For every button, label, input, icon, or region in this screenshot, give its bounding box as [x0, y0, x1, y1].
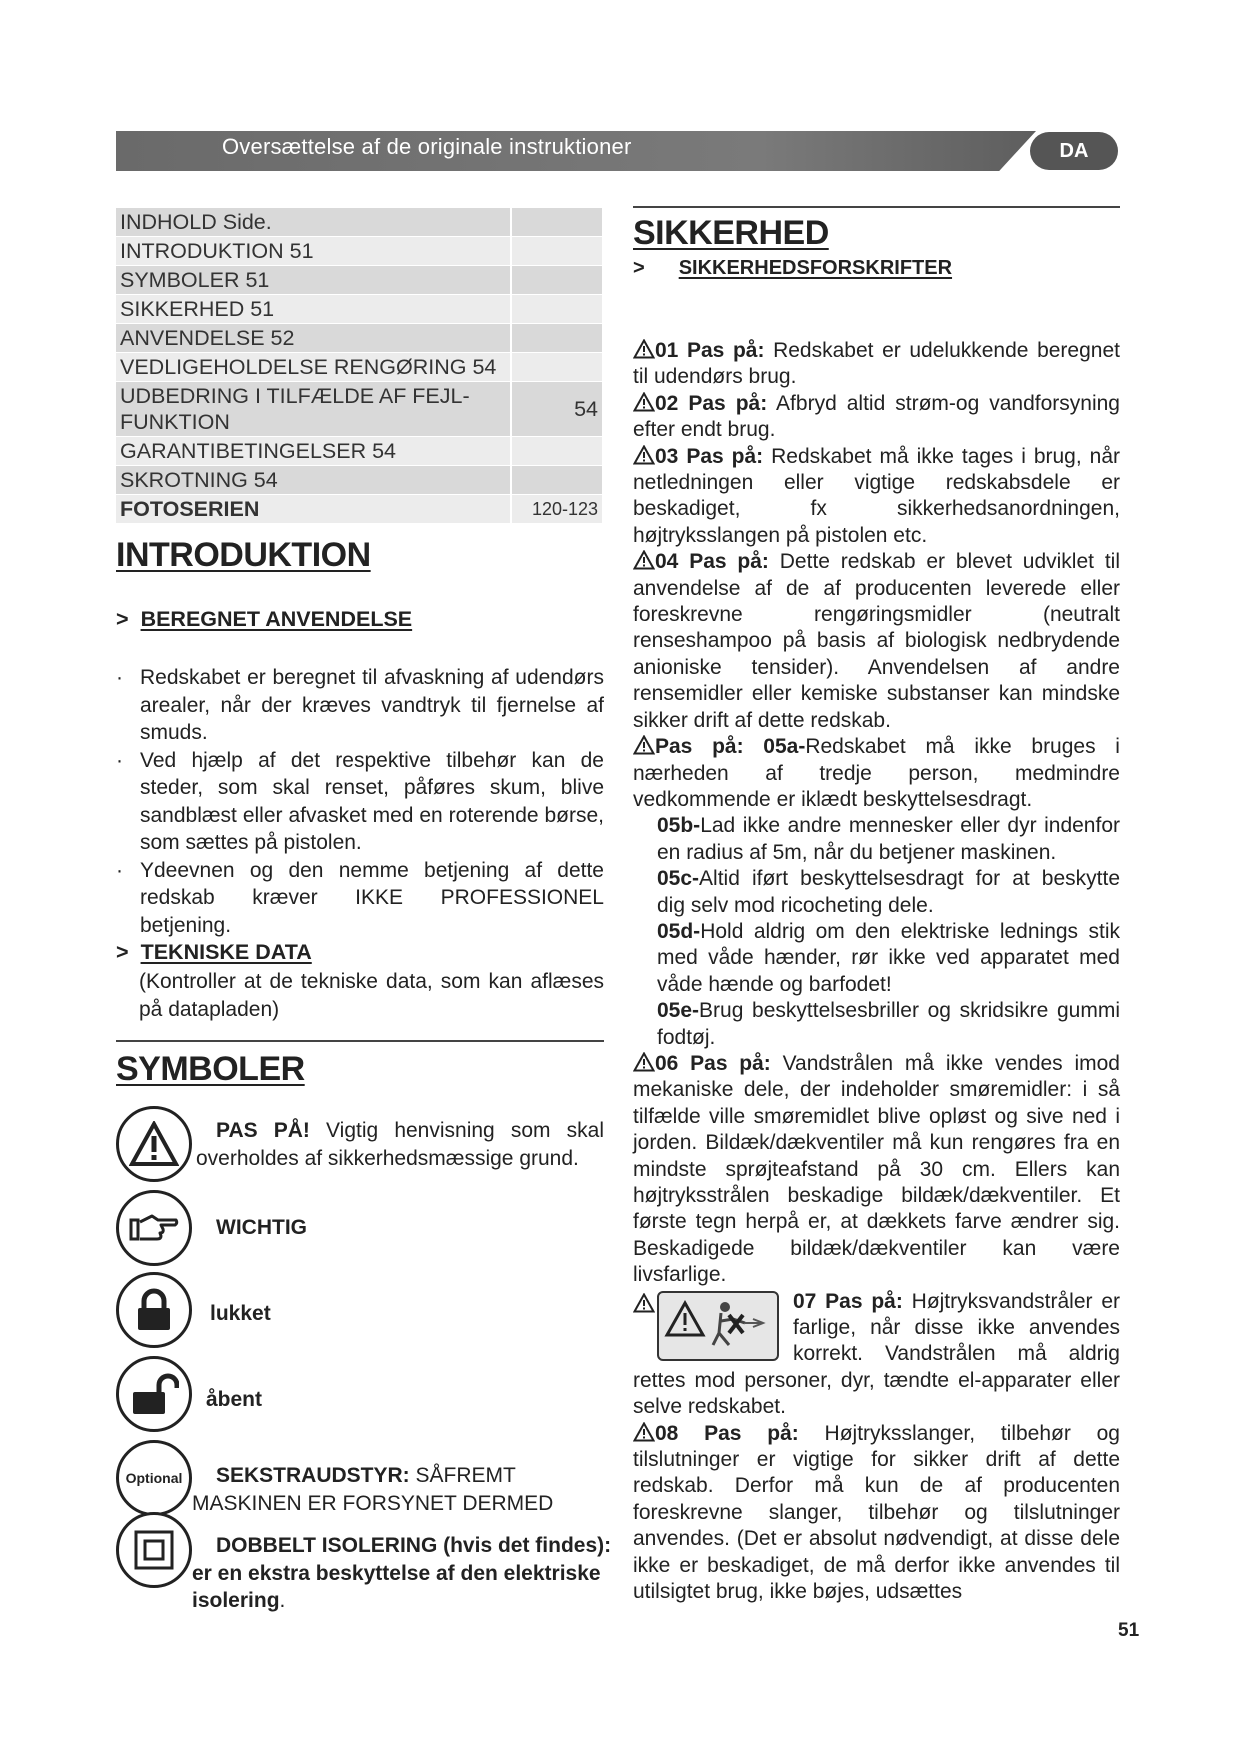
- section-divider: [116, 1040, 604, 1042]
- toc-page: 120-123: [512, 495, 602, 523]
- spray-hazard-pictogram: [657, 1291, 779, 1361]
- toc-row: [116, 466, 602, 495]
- item-number: 04 Pas på:: [655, 550, 769, 574]
- symbols-title: SYMBOLER: [116, 1050, 305, 1088]
- lock-open-icon: [116, 1356, 192, 1432]
- toc-label: GARANTIBETINGELSER 54: [116, 437, 512, 465]
- symbol-description: SÅFREMT MASKINEN ER FORSYNET DERMED: [192, 1464, 554, 1515]
- safety-subitem: [633, 998, 1120, 1051]
- item-number: 01 Pas på:: [655, 339, 765, 362]
- item-number: 05b-: [657, 814, 701, 838]
- safety-subitem: [633, 866, 1120, 919]
- toc-row: [116, 495, 602, 524]
- intro-title: INTRODUKTION: [116, 536, 371, 574]
- toc-label: VEDLIGEHOLDELSE RENGØRING 54: [116, 353, 512, 381]
- symbol-open-text: [206, 1386, 262, 1414]
- item-text: Afbryd altid strøm-og vandforsyning efter endt brug.: [633, 391, 1120, 442]
- symbol-label: DOBBELT ISOLERING (hvis det findes): er en ekstra beskyttelse af den elektriske isolering: [192, 1534, 612, 1612]
- symbol-important-text: [216, 1214, 307, 1242]
- list-item: · Ved hjælp af det respektive tilbehør kan de steder, som skal renset, påføres skum, blive sandblæst eller afvasket med en roterende børse, som sættes på pistolen.: [116, 747, 604, 857]
- warning-icon: [633, 1293, 655, 1313]
- lock-closed-icon: [116, 1272, 192, 1348]
- toc-page: [512, 237, 602, 265]
- item-text: Højtryksvandstråler er farlige, når disse ikke anvendes korrekt. Vandstrålen må aldrig rettes mod personer, dyr, tændte el-apparater eller selve redskabet.: [633, 1289, 1120, 1419]
- item-text: Vandstrålen må ikke vendes imod mekaniske dele, der indeholder smøremidler: i så tilfælde ville smøremidlet blive opløst og sive ned i jorden. Bildæk/dækventiler må kun rengøres fra en mindste sprøjteafstand på 30 cm. Ellers kan højtryksstrålen beskadige bildæk/dækventiler. Et første tegn herpå er, at dækkets farve ændrer sig. Beskadigede bildæk/dækventiler kan være livsfarlige.: [633, 1051, 1120, 1287]
- item-text: Dette redskab er blevet udviklet til anvendelse af de af producenten leverede eller foreskrevne rengøringsmidler (neutralt renseshampoo på basis af biologisk nedbrydende anioniske tensider). Anvendelsen af andre rensemidler eller kemiske substanser kan mindske sikker drift af dette redskab.: [633, 550, 1120, 732]
- toc-label: SYMBOLER 51: [116, 266, 512, 294]
- item-number: 05c-: [657, 867, 700, 891]
- toc-label: SIKKERHED 51: [116, 295, 512, 323]
- toc-page: 54: [512, 382, 602, 436]
- toc-row: [116, 437, 602, 466]
- safety-subitem: [633, 919, 1120, 998]
- item-number: 08 Pas på:: [655, 1421, 799, 1445]
- list-item: · Redskabet er beregnet til afvaskning af udendørs arealer, når der kræves vandtryk til fjernelse af smuds.: [116, 664, 604, 747]
- intro-subheading-usage: [116, 607, 412, 632]
- item-text: Brug beskyttelsesbriller og skridsikre gummi fodtøj.: [657, 999, 1120, 1049]
- toc-page: [512, 208, 602, 236]
- toc-row: [116, 266, 602, 295]
- toc-label: ANVENDELSE 52: [116, 324, 512, 352]
- section-divider: [633, 206, 1120, 208]
- subheading-marker: >: [633, 257, 645, 279]
- subheading-marker: >: [116, 607, 129, 631]
- item-text: Hold aldrig om den elektriske lednings stik med våde hænder, rør ikke ved apparatet med våde hænde og barfodet!: [657, 919, 1120, 996]
- toc-row: [116, 237, 602, 266]
- subheading-text: BEREGNET ANVENDELSE: [140, 607, 413, 631]
- warning-icon: [633, 550, 655, 570]
- safety-item: [633, 1051, 1120, 1289]
- header-title: Oversættelse af de originale instruktioner: [222, 134, 632, 159]
- warning-icon: [633, 339, 655, 359]
- toc-page: [512, 466, 602, 494]
- safety-subheading: [633, 257, 952, 280]
- symbol-description: .: [279, 1589, 286, 1612]
- page-number: 51: [1118, 1620, 1140, 1641]
- symbol-label: PAS PÅ!: [216, 1119, 310, 1142]
- warning-icon: [633, 1052, 655, 1072]
- toc-row: [116, 382, 602, 437]
- safety-item: [633, 1289, 1120, 1421]
- safety-item: [633, 391, 1120, 444]
- item-number: Pas på: 05a-: [655, 735, 806, 759]
- language-badge: DA: [1030, 132, 1118, 170]
- table-of-contents: [116, 208, 602, 524]
- symbol-label: SEKSTRAUDSTYR:: [216, 1464, 410, 1487]
- symbol-warning-text: [196, 1117, 604, 1172]
- toc-row: [116, 208, 602, 237]
- intro-bullets: [116, 664, 604, 939]
- symbol-label: lukket: [210, 1302, 271, 1325]
- warning-icon: [116, 1106, 192, 1182]
- item-text: Redskabet må ikke bruges i nærheden af tredje person, medmindre vedkommende er iklædt beskyttelsesdragt.: [633, 735, 1120, 811]
- item-text: Redskabet er udelukkende beregnet til udendørs brug.: [633, 339, 1120, 389]
- optional-icon: Optional: [116, 1440, 192, 1516]
- safety-item: [633, 549, 1120, 734]
- toc-page: [512, 353, 602, 381]
- toc-page: [512, 324, 602, 352]
- safety-item: [633, 734, 1120, 813]
- safety-item: [633, 444, 1120, 550]
- toc-label: FOTOSERIEN: [116, 495, 512, 523]
- toc-label: UDBEDRING I TILFÆLDE AF FEJL- FUNKTION: [116, 382, 512, 436]
- safety-title: SIKKERHED: [633, 214, 829, 252]
- toc-label: INTRODUKTION 51: [116, 237, 512, 265]
- toc-page: [512, 437, 602, 465]
- toc-label: INDHOLD Side.: [116, 208, 512, 236]
- warning-icon: [633, 1422, 655, 1442]
- symbol-locked-text: [210, 1300, 271, 1328]
- item-number: 07 Pas på:: [793, 1289, 903, 1313]
- item-number: 05d-: [657, 919, 701, 943]
- warning-icon: [633, 445, 655, 465]
- safety-list: [633, 338, 1120, 1606]
- warning-icon: [633, 735, 655, 755]
- item-number: 03 Pas på:: [655, 444, 764, 468]
- toc-page: [512, 266, 602, 294]
- symbol-label: WICHTIG: [216, 1216, 307, 1239]
- subheading-text: SIKKERHEDSFORSKRIFTER: [678, 257, 953, 279]
- item-text: Højtryksslanger, tilbehør og tilslutninger er vigtige for sikker drift af dette redskab. Derfor må kun de af producenten foreskrevne slanger, tilbehør og tilslutninger anvendes. (Det er absolut nødvendigt, at disse dele ikke er beskadiget, de må derfor ikke anvendes til utilsigtet brug, ikke bøjes, udsættes: [633, 1421, 1120, 1604]
- toc-row: [116, 353, 602, 382]
- toc-label: SKROTNING 54: [116, 466, 512, 494]
- symbol-double-insulation-text: [192, 1532, 612, 1615]
- pointing-hand-icon: [116, 1190, 192, 1266]
- item-number: 02 Pas på:: [655, 391, 768, 415]
- toc-row: [116, 324, 602, 353]
- toc-page: [512, 295, 602, 323]
- item-number: 05e-: [657, 999, 700, 1023]
- symbol-optional-text: [192, 1462, 604, 1517]
- subheading-marker: >: [116, 940, 129, 964]
- item-number: 06 Pas på:: [655, 1051, 771, 1075]
- toc-row: [116, 295, 602, 324]
- item-text: Lad ikke andre mennesker eller dyr indenfor en radius af 5m, når du betjener maskinen.: [657, 814, 1120, 864]
- tech-data-text: (Kontroller at de tekniske data, som kan aflæses på datapladen): [139, 970, 604, 1021]
- double-insulation-icon: [116, 1512, 192, 1588]
- item-text: Redskabet må ikke tages i brug, når netledningen eller vigtige redskabsdele er beskadiget, fx sikkerhedsanordningen, højtryksslangen på pistolen etc.: [633, 444, 1120, 547]
- subheading-text: TEKNISKE DATA: [140, 940, 312, 964]
- warning-icon: [633, 392, 655, 412]
- safety-item: [633, 338, 1120, 391]
- intro-subheading-tech: [116, 940, 312, 965]
- symbol-label: åbent: [206, 1388, 263, 1411]
- symbol-description: Vigtig henvisning som skal overholdes af sikkerhedsmæssige grund.: [196, 1119, 604, 1170]
- safety-subitem: [633, 813, 1120, 866]
- list-item: · Ydeevnen og den nemme betjening af dette redskab kræver IKKE PROFESSIONEL betjening.: [116, 857, 604, 940]
- item-text: Altid iført beskyttelsesdragt for at beskytte dig selv mod ricocheting dele.: [657, 867, 1120, 917]
- safety-item: [633, 1421, 1120, 1606]
